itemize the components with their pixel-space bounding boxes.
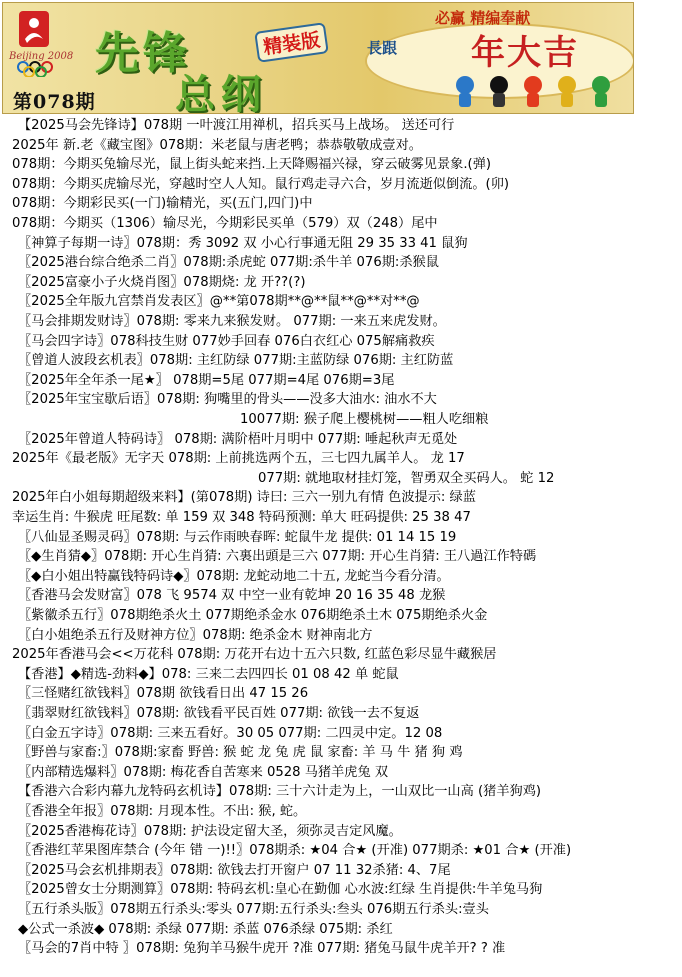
text-line: 〖2025曾女士分期测算〗078期: 特码玄机:皇心在勤伽 心水波:红绿 生肖提供:牛羊兔马狗: [18, 882, 543, 898]
title-bottom: 总纲: [175, 71, 267, 114]
text-line: 〖白金五字诗〗078期: 三来五看好。30 05 077期: 二四灵中定。12 08: [18, 725, 443, 741]
text-line: 〖香港马会发财富〗078 飞 9574 双 中空一业有乾坤 20 16 35 48 龙猴: [18, 588, 446, 604]
text-line: 〖曾道人波段玄机表〗078期: 主红防绿 077期:主蓝防绿 076期: 主红防蓝: [18, 353, 454, 369]
issue-number: 第078期: [13, 91, 96, 113]
text-line: 078期：今期彩民买(一门)输精光，买(五门,四门)中: [12, 196, 313, 212]
text-line: 〖野兽与家畜:〗078期:家畜 野兽: 猴 蛇 龙 兔 虎 鼠 家畜: 羊 马 牛 猪 狗 鸡: [18, 745, 463, 761]
text-line: 【香港六合彩内幕九龙特码玄机诗】078期: 三十六计走为上，一山双比一山高 (猪羊狗鸡): [18, 784, 542, 800]
edition-badge: 精装版: [254, 22, 329, 63]
text-line: 〖马会排期发财诗〗078期: 零来九来猴发财。 077期: 一来五来虎发财。: [18, 314, 446, 329]
text-line: 〖2025全年版九宫禁肖发表区〗@**第078期**@**鼠**@**对**@: [18, 294, 420, 310]
text-line: 10077期: 猴子爬上樱桃树——粗人吃细粮: [240, 412, 489, 427]
mascots-icon: [451, 73, 631, 109]
slogan: 必赢 精编奉献: [435, 9, 531, 27]
text-line: 〖香港红苹果图库禁合 (今年 错 一)!!〗078期杀: ★04 合★ (开准) 077期杀: ★01 合★ (开准): [18, 843, 572, 859]
text-line: 078期：今期买（1306）输尽光，今期彩民买单（579）双（248）尾中: [12, 216, 438, 231]
text-line: 2025年白小姐每期超级来料】(第078期) 诗曰: 三六一别九有情 色波提示: 绿蓝: [12, 490, 476, 506]
title-top: 先锋: [95, 28, 191, 79]
oval-text: 長跟: [367, 39, 398, 57]
text-line: ◆公式一杀波◆ 078期: 杀绿 077期: 杀蓝 076杀绿 075期: 杀红: [18, 921, 393, 937]
text-line: 〖马会的7肖中特 〗078期: 兔狗羊马猴牛虎开 ?准 077期: 猪兔马鼠牛虎羊开? ? 准: [18, 941, 506, 957]
text-line: 〖八仙显圣赐灵码〗078期: 与云作雨映春晖: 蛇鼠牛龙 提供: 01 14 15 19: [18, 529, 457, 545]
text-line: 〖翡翠财红欲钱料〗078期: 欲钱看平民百姓 077期: 欲钱一去不复返: [18, 706, 420, 721]
olympic-text: Beijing 2008: [9, 51, 74, 62]
text-line: 〖2025香港梅花诗〗078期: 护法设定留大圣，须弥灵吉定风魔。: [18, 823, 402, 839]
text-line: 2025年《最老版》无字天 078期: 上前挑选两个五，三七四九属羊人。 龙 17: [12, 451, 465, 467]
text-line: 〖香港全年报〗078期: 月现本性。不出: 猴, 蛇。: [18, 804, 307, 819]
text-line: 〖内部精选爆料〗078期: 梅花香自苦寒来 0528 马猪羊虎兔 双: [18, 764, 389, 780]
text-line: 〖马会四字诗〗078科技生财 077妙手回春 076白衣红心 075解痛救疾: [18, 333, 435, 349]
text-line: 〖◆白小姐出特赢钱特码诗◆〗078期: 龙蛇动地二十五, 龙蛇当今看分清。: [18, 568, 450, 584]
text-line: 〖白小姐绝杀五行及财神方位〗078期: 绝杀金木 财神南北方: [18, 627, 373, 643]
text-line: 〖2025富豪小子火烧肖图〗078期烧: 龙 开??(?): [18, 274, 306, 290]
text-line: 【2025马会先锋诗】078期 一叶渡江用禅机，招兵买马上战场。 送还可行: [18, 118, 455, 133]
text-line: 2025年 新.老《藏宝图》078期：米老鼠与唐老鸭；恭恭敬敬成壹对。: [12, 137, 422, 153]
text-line: 〖神算子每期一诗〗078期：秀 3092 双 小心行事通无阻 29 35 33 41 鼠狗: [18, 235, 468, 251]
text-line: 幸运生肖: 牛猴虎 旺尾数: 单 159 双 348 特码预测: 单大 旺码提供: 25 38 47: [12, 510, 471, 525]
text-line: 〖五行杀头版〗078期五行杀头:零头 077期:五行杀头:叁头 076期五行杀头:壹头: [18, 902, 489, 917]
text-line: 078期：今期买兔输尽光，鼠上街头蛇来挡.上天降赐福兴禄，穿云破雾见景象.(弹): [12, 157, 492, 173]
text-line: 〖2025年宝宝歇后语〗078期: 狗嘴里的骨头——没多大油水: 油水不大: [18, 392, 437, 408]
text-line: 〖三怪赌红欲钱料〗078期 欲钱看日出 47 15 26: [18, 686, 309, 702]
text-line: 〖2025马会玄机排期表〗078期: 欲钱去打开窗户 07 11 32杀猪: 4、7尾: [18, 862, 451, 878]
beijing-olympic-logo-icon: [9, 9, 79, 77]
text-line: 【香港】◆精选-劲料◆】078: 三来二去四四长 01 08 42 单 蛇鼠: [18, 666, 399, 682]
text-line: 〖◆生肖猜◆〗078期: 开心生肖猜: 六裏出頭是三六 077期: 开心生肖猜: 王八過江作特碼: [18, 549, 537, 565]
text-line: 2025年香港马会<<万花科 078期: 万花开右边十五六只数, 红蓝色彩尽显牛藏猴居: [12, 647, 497, 663]
text-line: 〖2025港台综合绝杀二肖〗078期:杀虎蛇 077期:杀牛羊 076期:杀猴鼠: [18, 255, 439, 271]
text-line: 077期: 就地取材挂灯笼，智勇双全买码人。 蛇 12: [258, 470, 555, 486]
text-line: 〖2025年曾道人特码诗〗 078期: 满阶梧叶月明中 077期: 唾起秋声无觅处: [18, 431, 458, 447]
text-line: 〖2025年全年杀一尾★〗 078期=5尾 077期=4尾 076期=3尾: [18, 372, 395, 388]
text-line: 〖紫徽杀五行〗078期绝杀火土 077期绝杀金水 076期绝杀土木 075期绝杀火金: [18, 608, 488, 623]
text-line: 078期：今期买虎输尽光，穿越时空人人知。鼠行鸡走寻六合，岁月流逝似倒流。(卯): [12, 176, 510, 192]
header-banner: [2, 2, 634, 114]
oval-greeting: 年大吉: [471, 33, 579, 73]
